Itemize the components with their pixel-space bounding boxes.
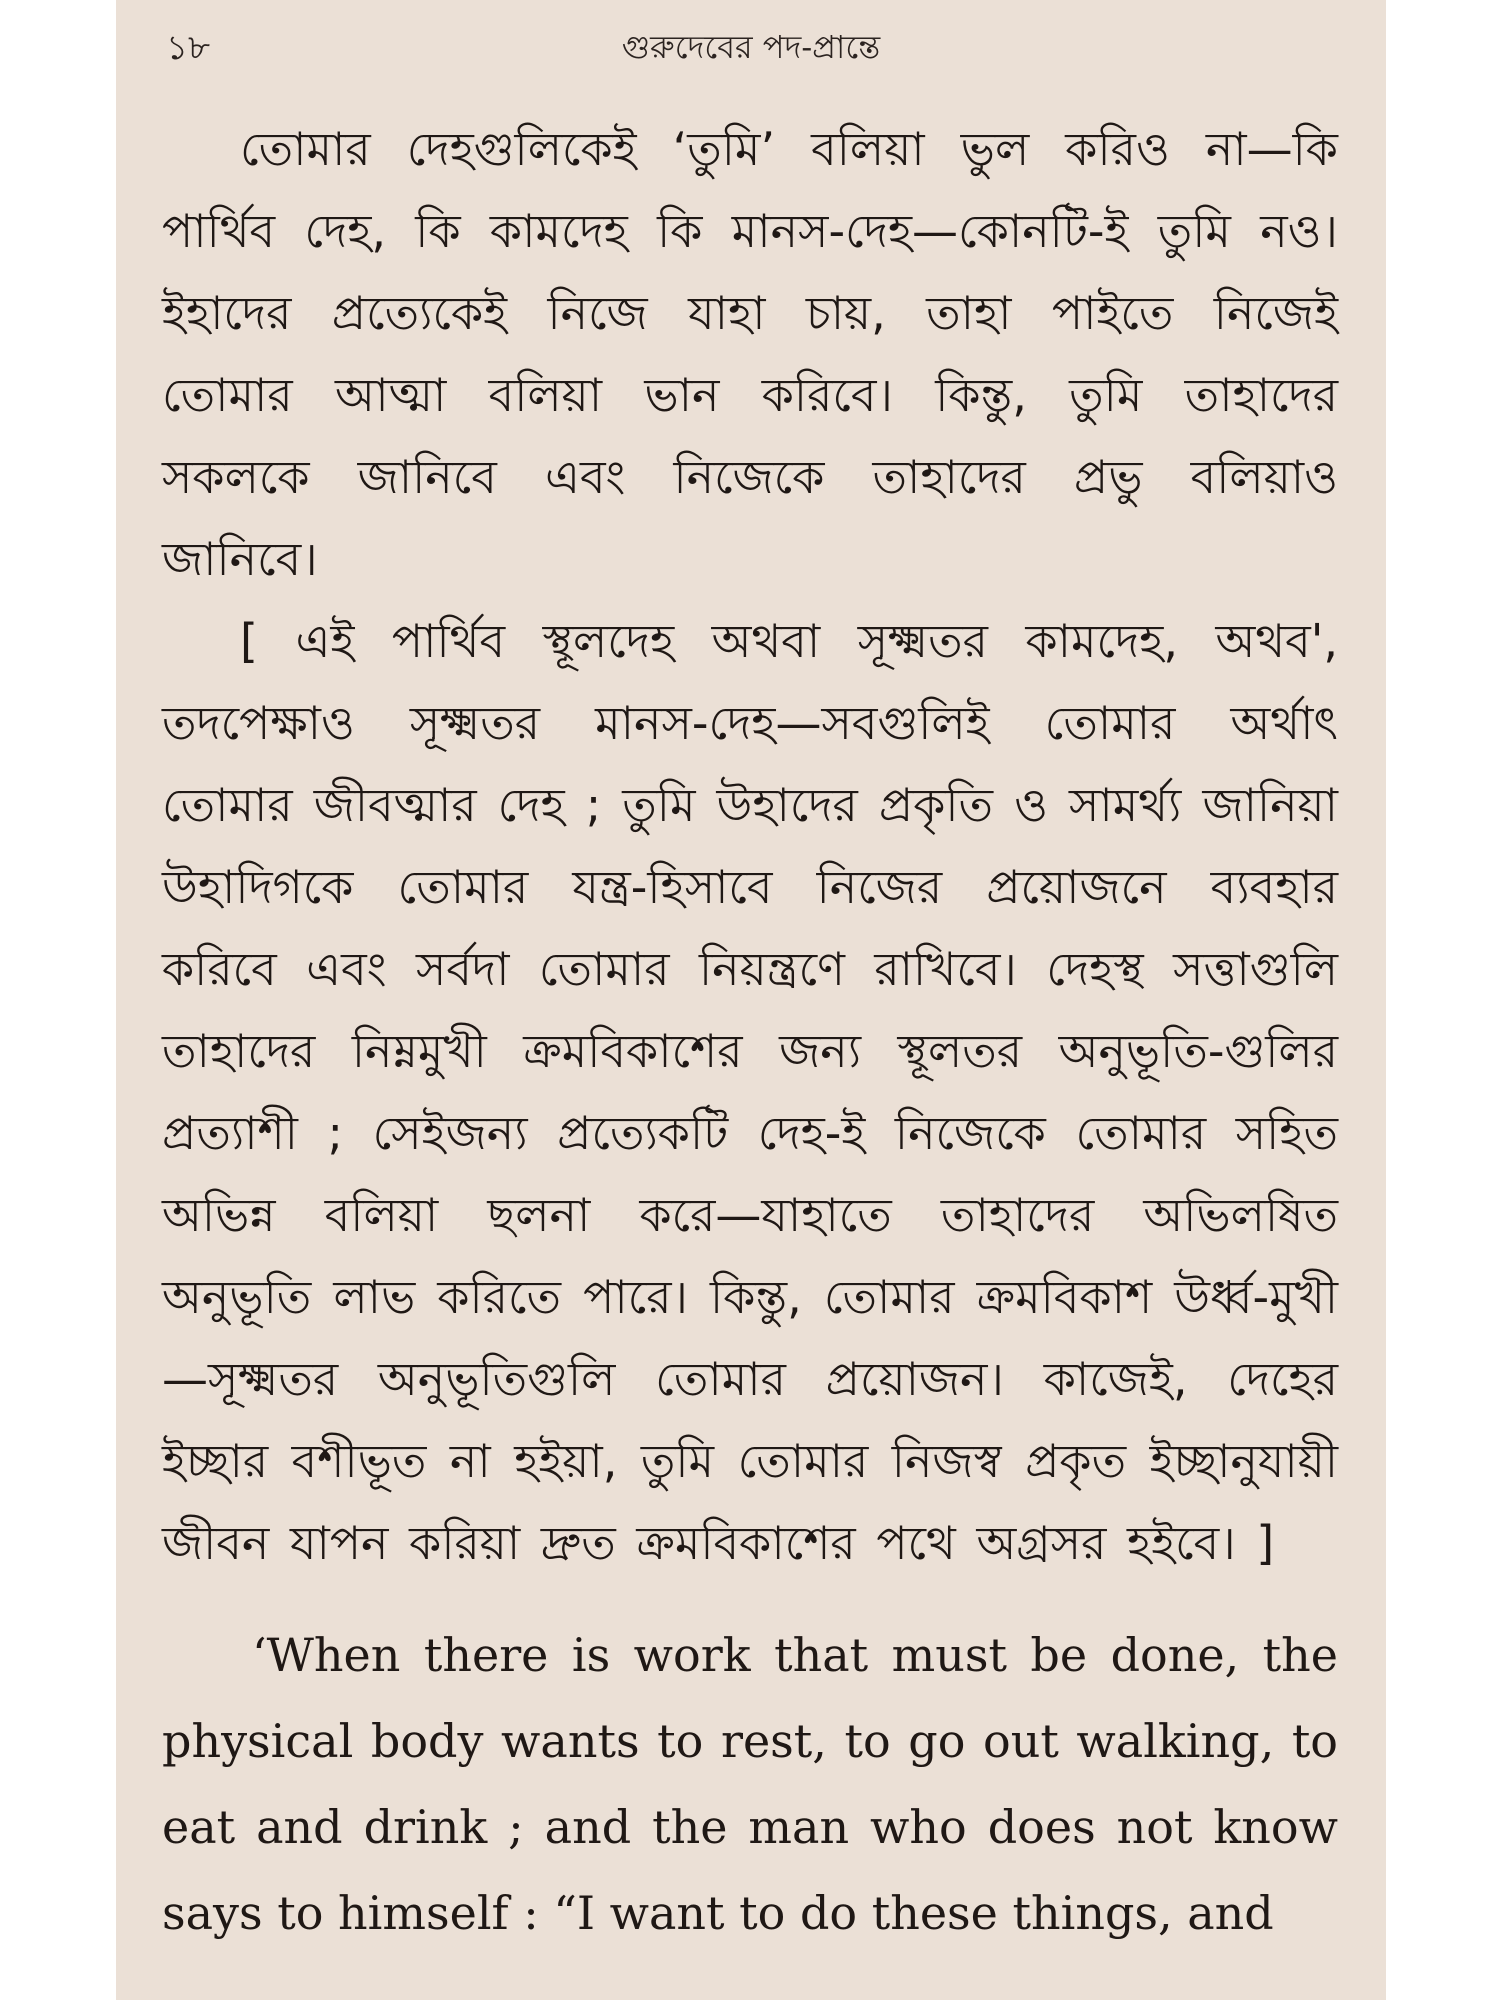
paragraph-bengali-commentary: [ এই পার্থিব স্থূলদেহ অথবা সূক্ষ্মতর কামদেহ, অথব', তদপেক্ষাও সূক্ষ্মতর মানস-দেহ—সবগুলিই তোমার অর্থাৎ তোমার জীবত্মার দেহ ; তুমি উহাদের প্রকৃতি ও সামর্থ্য জানিয়া উহাদিগকে তোমার যন্ত্র-হিসাবে নিজের প্রয়োজনে ব্যবহার করিবে এবং সর্বদা তোমার নিয়ন্ত্রণে রাখিবে। দেহস্থ সত্তাগুলি তাহাদের নিম্নমুখী ক্রমবিকাশের জন্য স্থূলতর অনুভূতি-গুলির প্রত্যাশী ; সেইজন্য প্রত্যেকটি দেহ-ই নিজেকে তোমার সহিত অভিন্ন বলিয়া ছলনা করে—যাহাতে তাহাদের অভিলষিত অনুভূতি লাভ করিতে পারে। কিন্তু, তোমার ক্রমবিকাশ উর্ধ্ব-মুখী—সূক্ষ্মতর অনুভূতিগুলি তোমার প্রয়োজন। কাজেই, দেহের ইচ্ছার বশীভূত না হইয়া, তুমি তোমার নিজস্ব প্রকৃত ইচ্ছানুযায়ী জীবন যাপন করিয়া দ্রুত ক্রমবিকাশের পথে অগ্রসর হইবে। ] xyxy=(162,614,1338,1570)
book-page xyxy=(116,0,1386,2000)
page-body xyxy=(162,108,1338,1956)
page-number: ১৮ xyxy=(166,28,211,68)
paragraph-bengali-1: তোমার দেহগুলিকেই ‘তুমি’ বলিয়া ভুল করিও না—কি পার্থিব দেহ, কি কামদেহ কি মানস-দেহ—কোনটি-ই তুমি নও। ইহাদের প্রত্যেকেই নিজে যাহা চায়, তাহা পাইতে নিজেই তোমার আত্মা বলিয়া ভান করিবে। কিন্তু, তুমি তাহাদের সকলকে জানিবে এবং নিজেকে তাহাদের প্রভু বলিয়াও জানিবে। xyxy=(162,122,1338,586)
running-title: গুরুদেবের পদ-প্রান্তে xyxy=(621,28,881,66)
paragraph-english-quote: ‘When there is work that must be done, the physical body wants to rest, to go out walking, to eat and drink ; and the man who does not know says to himself : “I want to do these things, and xyxy=(162,1628,1338,1940)
page-header xyxy=(166,18,1336,74)
